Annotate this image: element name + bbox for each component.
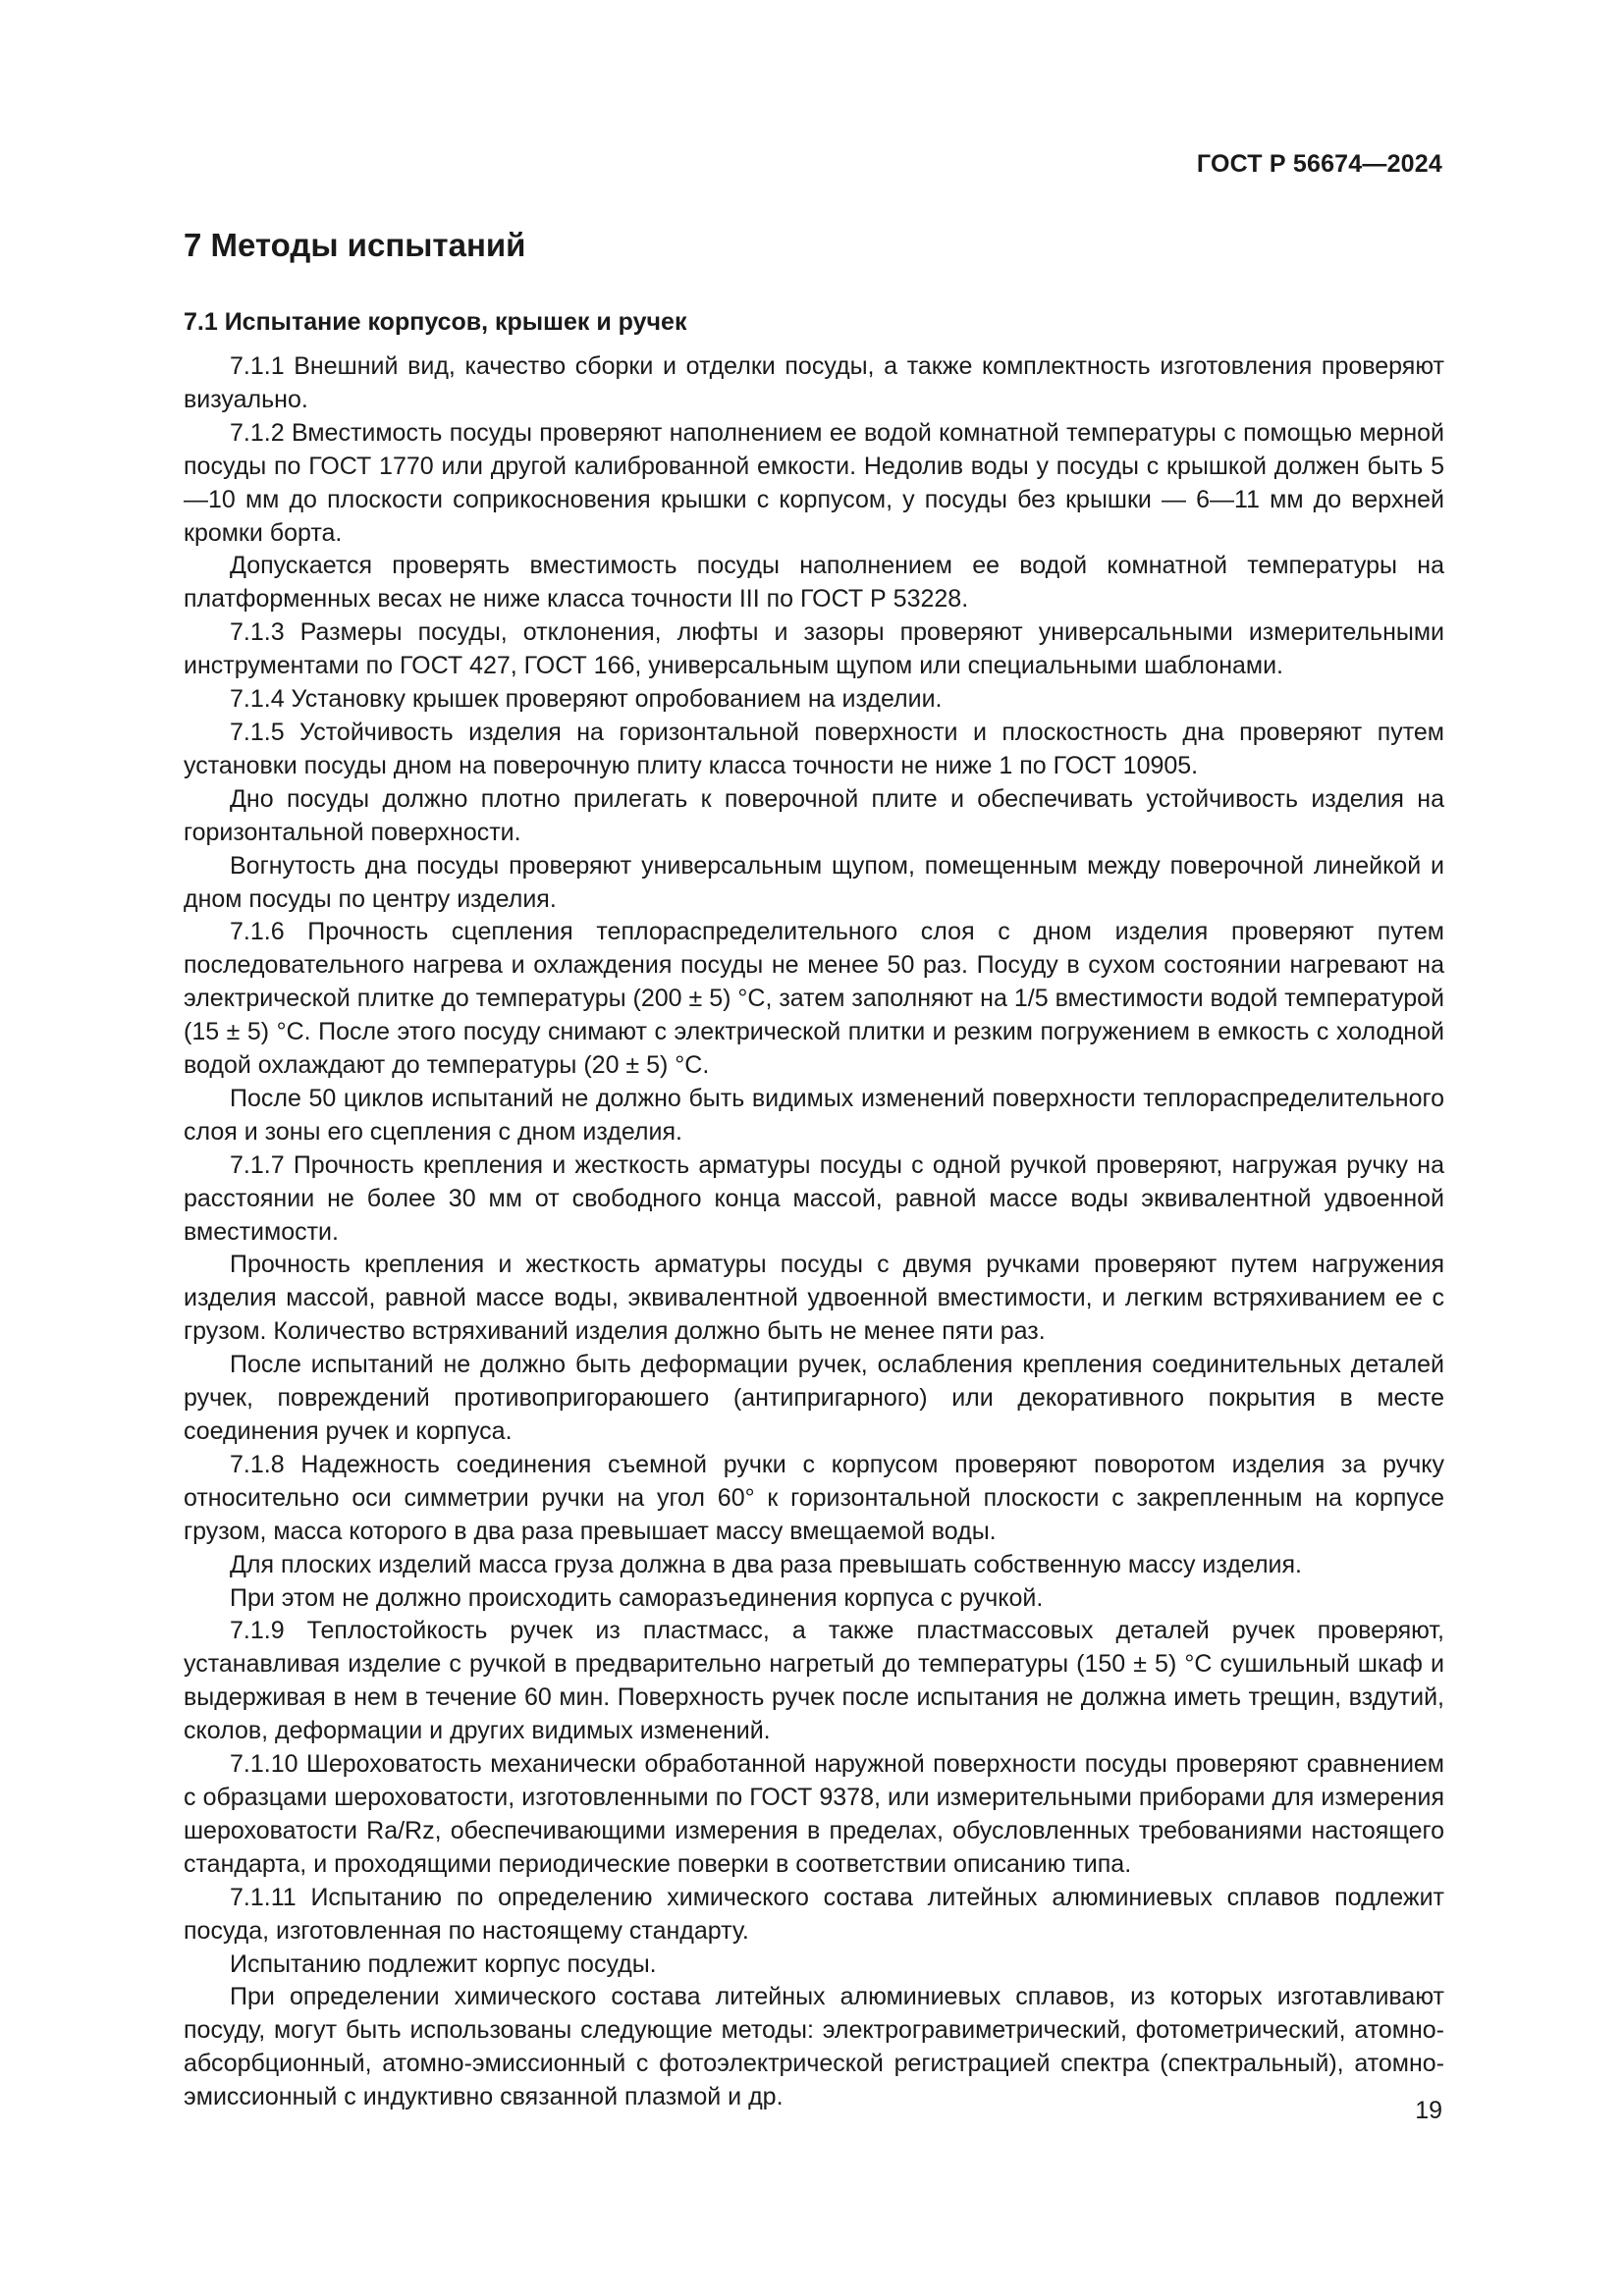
paragraph-7-1-11: 7.1.11 Испытанию по определению химического состава литейных алюминиевых сплавов подлежит посуда, изготовленная по настоящему стандарту. [184,1883,1444,1945]
paragraph: Вогнутость дна посуды проверяют универсальным щупом, помещенным между поверочной линейкой и дном посуды по центру изделия. [184,851,1444,913]
paragraph: Испытанию подлежит корпус посуды. [230,1949,657,1978]
paragraph: При этом не должно происходить саморазъединения корпуса с ручкой. [230,1583,1044,1612]
section-title: 7 Методы испытаний [184,227,526,263]
paragraph: После 50 циклов испытаний не должно быть видимых изменений поверхности теплораспределительного слоя и зоны его сцепления с дном изделия. [184,1084,1444,1146]
subsection-title: 7.1 Испытание корпусов, крышек и ручек [184,308,687,336]
paragraphs [184,350,1444,2114]
document-id-header: ГОСТ Р 56674—2024 [1196,150,1442,178]
paragraph: Допускается проверять вместимость посуды наполнением ее водой комнатной температуры на платформенных весах не ниже класса точности III по ГОСТ Р 53228. [184,552,1444,614]
paragraph-7-1-3: 7.1.3 Размеры посуды, отклонения, люфты и зазоры проверяют универсальными измерительными инструментами по ГОСТ 427, ГОСТ 166, универсальным щупом или специальными шаблонами. [184,618,1444,680]
paragraph-7-1-10: 7.1.10 Шероховатость механически обработанной наружной поверхности посуды проверяют сравнением с образцами шероховатости, изготовленными по ГОСТ 9378, или измерительными приборами для измерения шероховатости Ra/Rz, обеспечивающими измерения в пределах, обусловленных требованиями настоящего стандарта, и проходящими периодические поверки в соответствии описанию типа. [184,1750,1444,1878]
paragraph: Прочность крепления и жесткость арматуры посуды с двумя ручками проверяют путем нагружения изделия массой, равной массе воды, эквивалентной удвоенной вместимости, и легким встряхиванием ее с грузом. Количество встряхиваний изделия должно быть не менее пяти раз. [184,1251,1444,1346]
paragraph-7-1-7: 7.1.7 Прочность крепления и жесткость арматуры посуды с одной ручкой проверяют, нагружая ручку на расстоянии не более 30 мм от свободного конца массой, равной массе воды эквивалентной удвоенной вместимости. [184,1150,1444,1246]
paragraph-7-1-8: 7.1.8 Надежность соединения съемной ручки с корпусом проверяют поворотом изделия за ручку относительно оси симметрии ручки на угол 60° к горизонтальной плоскости с закрепленным на корпусе грузом, масса которого в два раза превышает массу вмещаемой воды. [184,1450,1444,1545]
paragraph-7-1-6: 7.1.6 Прочность сцепления теплораспределительного слоя с дном изделия проверяют путем последовательного нагрева и охлаждения посуды не менее 50 раз. Посуду в сухом состоянии нагревают на электрической плитке до температуры (200 ± 5) °С, затем заполняют на 1/5 вместимости водой температурой (15 ± 5) °С. После этого посуду снимают с электрической плитки и резким погружением в емкость с холодной водой охлаждают до температуры (20 ± 5) °С. [184,918,1444,1080]
paragraph: При определении химического состава литейных алюминиевых сплавов, из которых изготавливают посуду, могут быть использованы следующие методы: электрогравиметрический, фотометрический, атомно-абсорбционный, атомно-эмиссионный с фотоэлектрической регистрацией спектра (спектральный), атомно-эмиссионный с индуктивно связанной плазмой и др. [184,1983,1444,2111]
paragraph: Для плоских изделий масса груза должна в два раза превышать собственную массу изделия. [230,1550,1302,1578]
paragraph-7-1-5: 7.1.5 Устойчивость изделия на горизонтальной поверхности и плоскостность дна проверяют путем установки посуды дном на поверочную плиту класса точности не ниже 1 по ГОСТ 10905. [184,718,1444,779]
paragraph: После испытаний не должно быть деформации ручек, ослабления крепления соединительных деталей ручек, повреждений противопригораюшего (антипригарного) или декоративного покрытия в месте соединения ручек и корпуса. [184,1351,1444,1445]
paragraph-7-1-9: 7.1.9 Теплостойкость ручек из пластмасс, а также пластмассовых деталей ручек проверяют, устанавливая изделие с ручкой в предварительно нагретый до температуры (150 ± 5) °С сушильный шкаф и выдерживая в нем в течение 60 мин. Поверхность ручек после испытания не должна иметь трещин, вздутий, сколов, деформации и других видимых изменений. [184,1617,1444,1745]
paragraph-7-1-1: 7.1.1 Внешний вид, качество сборки и отделки посуды, а также комплектность изготовления проверяют визуально. [184,352,1444,413]
paragraph-7-1-2: 7.1.2 Вместимость посуды проверяют наполнением ее водой комнатной температуры с помощью мерной посуды по ГОСТ 1770 или другой калиброванной емкости. Недолив воды у посуды с крышкой должен быть 5—10 мм до плоскости соприкосновения крышки с корпусом, у посуды без крышки — 6—11 мм до верхней кромки борта. [184,418,1444,547]
page-number: 19 [1415,2097,1442,2124]
paragraph-7-1-4: 7.1.4 Установку крышек проверяют опробованием на изделии. [230,685,943,714]
page-content [184,226,1444,2114]
paragraph: Дно посуды должно плотно прилегать к поверочной плите и обеспечивать устойчивость изделия на горизонтальной поверхности. [184,784,1444,846]
